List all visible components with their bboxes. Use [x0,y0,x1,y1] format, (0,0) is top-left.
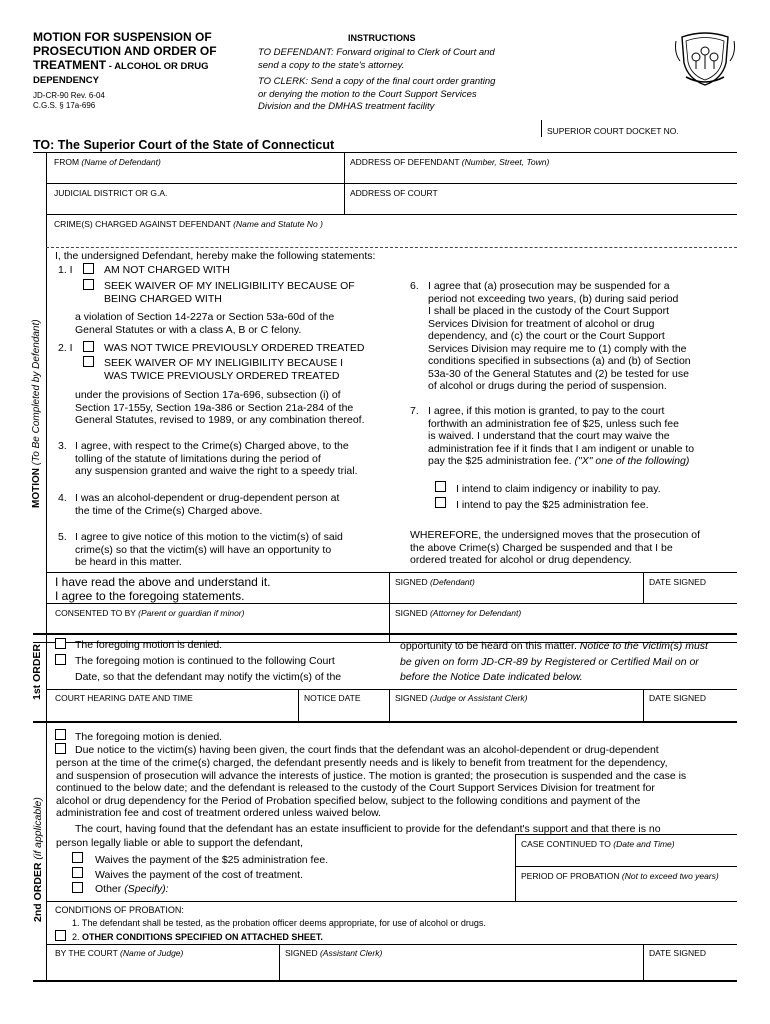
statement-number: 2. I [58,342,73,354]
judicial-district-label: JUDICIAL DISTRICT OR G.A. [54,188,168,198]
judge-signature-input[interactable] [395,704,639,718]
o1-notice-text: opportunity to be heard on this matter. Notice to the Victim(s) must be given on form JD-CR-89 by Registered or Certified Mail on or before the Notice Date indicated below. [400,640,708,683]
o1-continued-checkbox[interactable] [55,654,66,665]
o1-denied-checkbox[interactable] [55,638,66,649]
hearing-date-label: COURT HEARING DATE AND TIME [55,693,193,703]
to-line: TO: The Superior Court of the State of Connecticut [33,138,335,152]
notice-date-input[interactable] [304,704,386,718]
instructions-title: INSTRUCTIONS [348,33,416,43]
clerk-signature-input[interactable] [285,960,639,974]
condition-1: 1. The defendant shall be tested, as the probation officer deems appropriate, for use of alcohol or drugs. [72,918,486,928]
o2-liable-text: person legally liable or able to support the defendant, [56,837,303,849]
judicial-district-input[interactable] [54,199,340,213]
crimes-label: CRIME(S) CHARGED AGAINST DEFENDANT (Name and Statute No ) [54,219,323,229]
motion-intro: I, the undersigned Defendant, hereby make the following statements: [55,250,376,262]
statement-number: 7. [410,405,419,417]
from-label: FROM (Name of Defendant) [54,157,161,167]
title-line: PROSECUTION AND ORDER OF [33,44,217,58]
o1-option-label: The foregoing motion is continued to the following Court Date, so that the defendant may notify the victim(s) of the [75,655,342,683]
signed-judge-label: SIGNED (Judge or Assistant Clerk) [395,693,528,703]
crimes-input[interactable] [54,231,734,245]
o2-granted-text: Due notice to the victim(s) having been given, the court finds that the defendant was an alcohol-dependent or drug-dependent [75,744,659,756]
judge-name-input[interactable] [55,960,275,974]
read-agree-text: I have read the above and understand it. I agree to the foregoing statements. [55,575,271,603]
by-court-label: BY THE COURT (Name of Judge) [55,948,184,958]
defendant-address-input[interactable] [350,168,736,182]
form-number: JD-CR-90 Rev. 6-04 [33,91,105,100]
s1-seek-waiver-checkbox[interactable] [83,279,94,290]
o2-estate-text: The court, having found that the defendant has an estate insufficient to provide for the defendant's support and that there is no [75,823,661,835]
s1-text: a violation of Section 14-227a or Section 53a-60d of the General Statutes or with a class A, B or C felony. [75,311,335,336]
instruction-line: TO CLERK: Send a copy of the final court order granting [258,76,496,87]
docket-number-input[interactable] [547,138,737,152]
date-signed-label: DATE SIGNED [649,693,706,703]
s2-seek-waiver-checkbox[interactable] [83,356,94,367]
wherefore-text: WHEREFORE, the undersigned moves that the prosecution of the above Crime(s) Charged be suspended and that I be ordered treated for alcohol or drug dependency. [410,529,701,566]
s2-option-label: WAS NOT TWICE PREVIOUSLY ORDERED TREATED [104,342,365,354]
s7-text: I agree, if this motion is granted, to pay to the court forthwith an administration fee of $25, unless such fee is waived. I understand that the court may waive the administration fee if it finds that I am indigent or unable to pay the $25 administration fee. ("X" one of the following) [428,405,695,467]
title-line [33,58,217,74]
fee-pay-checkbox[interactable] [435,497,446,508]
address-court-label: ADDRESS OF COURT [350,188,438,198]
signed-clerk-label: SIGNED (Assistant Clerk) [285,948,383,958]
o1-option-label: The foregoing motion is denied. [75,639,223,651]
s5-text: I agree to give notice of this motion to the victim(s) of said crime(s) so that the victim(s) will have an opportunity to be heard in this matter. [75,531,343,568]
s2-not-twice-checkbox[interactable] [83,341,94,352]
other-specify-input[interactable] [180,882,510,896]
motion-side-label: MOTION (To Be Completed by Defendant) [31,319,42,508]
statement-number: 1. I [58,264,73,276]
address-defendant-label: ADDRESS OF DEFENDANT (Number, Street, Town) [350,157,550,167]
form-title [33,30,217,88]
signed-defendant-label: SIGNED (Defendant) [395,577,475,587]
conditions-title: CONDITIONS OF PROBATION: [55,905,184,915]
statement-number: 4. [58,492,67,504]
condition-2: 2. OTHER CONDITIONS SPECIFIED ON ATTACHED SHEET. [72,932,323,942]
consent-signature-input[interactable] [55,619,385,633]
s3-text: I agree, with respect to the Crime(s) Charged above, to the tolling of the statute of limitations during the period of any suspension granted and waive the right to a speedy trial. [75,440,358,477]
probation-period-input[interactable] [521,883,735,897]
s1-option-label: AM NOT CHARGED WITH [104,264,230,276]
instruction-line: TO DEFENDANT: Forward original to Clerk of Court and [258,47,495,58]
o2-option-label: The foregoing motion is denied. [75,731,223,743]
s1-not-charged-checkbox[interactable] [83,263,94,274]
o2-denied-checkbox[interactable] [55,729,66,740]
o1-date-input[interactable] [649,704,735,718]
court-address-input[interactable] [350,199,736,213]
s4-text: I was an alcohol-dependent or drug-dependent person at the time of the Crime(s) Charged above. [75,492,340,517]
fee-option-label: I intend to pay the $25 administration fee. [456,499,649,511]
title-line: DEPENDENCY [33,75,99,86]
title-line: MOTION FOR SUSPENSION OF [33,30,212,44]
waive-admin-fee-checkbox[interactable] [72,852,83,863]
case-continued-label: CASE CONTINUED TO (Date and Time) [521,839,675,849]
attorney-signature-input[interactable] [395,619,735,633]
date-signed-label: DATE SIGNED [649,577,706,587]
statement-number: 5. [58,531,67,543]
date-signed-label: DATE SIGNED [649,948,706,958]
instructions [258,47,495,114]
first-order-side-label: 1st ORDER [31,643,43,700]
waive-option-label: Waives the payment of the $25 administration fee. [95,854,329,866]
case-continued-input[interactable] [521,850,735,864]
instruction-line: or denying the motion to the Court Support Services [258,88,477,100]
consented-label: CONSENTED TO BY (Parent or guardian if minor) [55,608,245,618]
statute-ref: C.G.S. § 17a-696 [33,101,96,110]
statement-number: 3. [58,440,67,452]
fee-option-label: I intend to claim indigency or inability to pay. [456,483,661,495]
other-label: Other (Specify): [95,883,169,895]
o2-date-input[interactable] [649,960,735,974]
other-conditions-checkbox[interactable] [55,930,66,941]
instruction-line: send a copy to the state's attorney. [258,59,405,71]
probation-label: PERIOD OF PROBATION (Not to exceed two years) [521,871,719,881]
docket-label: SUPERIOR COURT DOCKET NO. [547,126,679,136]
s2-option-label: SEEK WAIVER OF MY INELIGIBILITY BECAUSE I WAS TWICE PREVIOUSLY ORDERED TREATED [104,357,344,382]
defendant-name-input[interactable] [54,168,340,182]
s1-option-label: SEEK WAIVER OF MY INELIGIBILITY BECAUSE OF BEING CHARGED WITH [104,280,355,305]
hearing-date-input[interactable] [55,704,295,718]
signed-attorney-label: SIGNED (Attorney for Defendant) [395,608,522,618]
fee-indigency-checkbox[interactable] [435,481,446,492]
other-waiver-checkbox[interactable] [72,882,83,893]
form-meta [33,91,105,111]
s2-text: under the provisions of Section 17a-696, subsection (i) of Section 17-155y, Section 19a-386 or Section 21a-284 of the General Statutes, revised to 1989, or any combination thereof. [75,389,365,426]
o2-granted-checkbox[interactable] [55,743,66,754]
o2-granted-text-cont: person at the time of the crime(s) charged, the defendant presently needs and is likely to benefit from treatment for the dependency, and suspension of prosecution will advance the interests of justice. The motion is granted; the prosecution is suspended and the case is continued to the below date; and the defendant is released to the custody of the Court Support Services Division for treatment for alcohol or drug dependency for the Period of Probation specified below, subject to the following conditions and payment of the administration fee and cost of treatment ordered unless waived below. [56,757,687,819]
s6-text: I agree that (a) prosecution may be suspended for a period not exceeding two years, (b) during said period I shall be placed in the custody of the Court Support Services Division for treatment of alcohol or drug dependency, and (c) the court or the Court Support Services Division may require me to (1) comply with the conditions specified in subsections (a) and (b) of Section 53a-30 of the General Statutes and (2) be tested for use of alcohol or drugs during the period of suspension. [428,280,691,392]
notice-date-label: NOTICE DATE [304,693,361,703]
connecticut-seal-icon [672,27,738,89]
title-text: TREATMENT [33,58,107,72]
instruction-line: Division and the DMHAS treatment facility [258,101,435,112]
defendant-signature-input[interactable] [395,588,639,602]
waive-option-label: Waives the payment of the cost of treatment. [95,869,303,881]
defendant-date-input[interactable] [649,588,735,602]
waive-treatment-cost-checkbox[interactable] [72,867,83,878]
statement-number: 6. [410,280,419,292]
second-order-side-label: 2nd ORDER (if applicable) [32,797,44,922]
title-suffix: - ALCOHOL OR DRUG [106,61,209,72]
